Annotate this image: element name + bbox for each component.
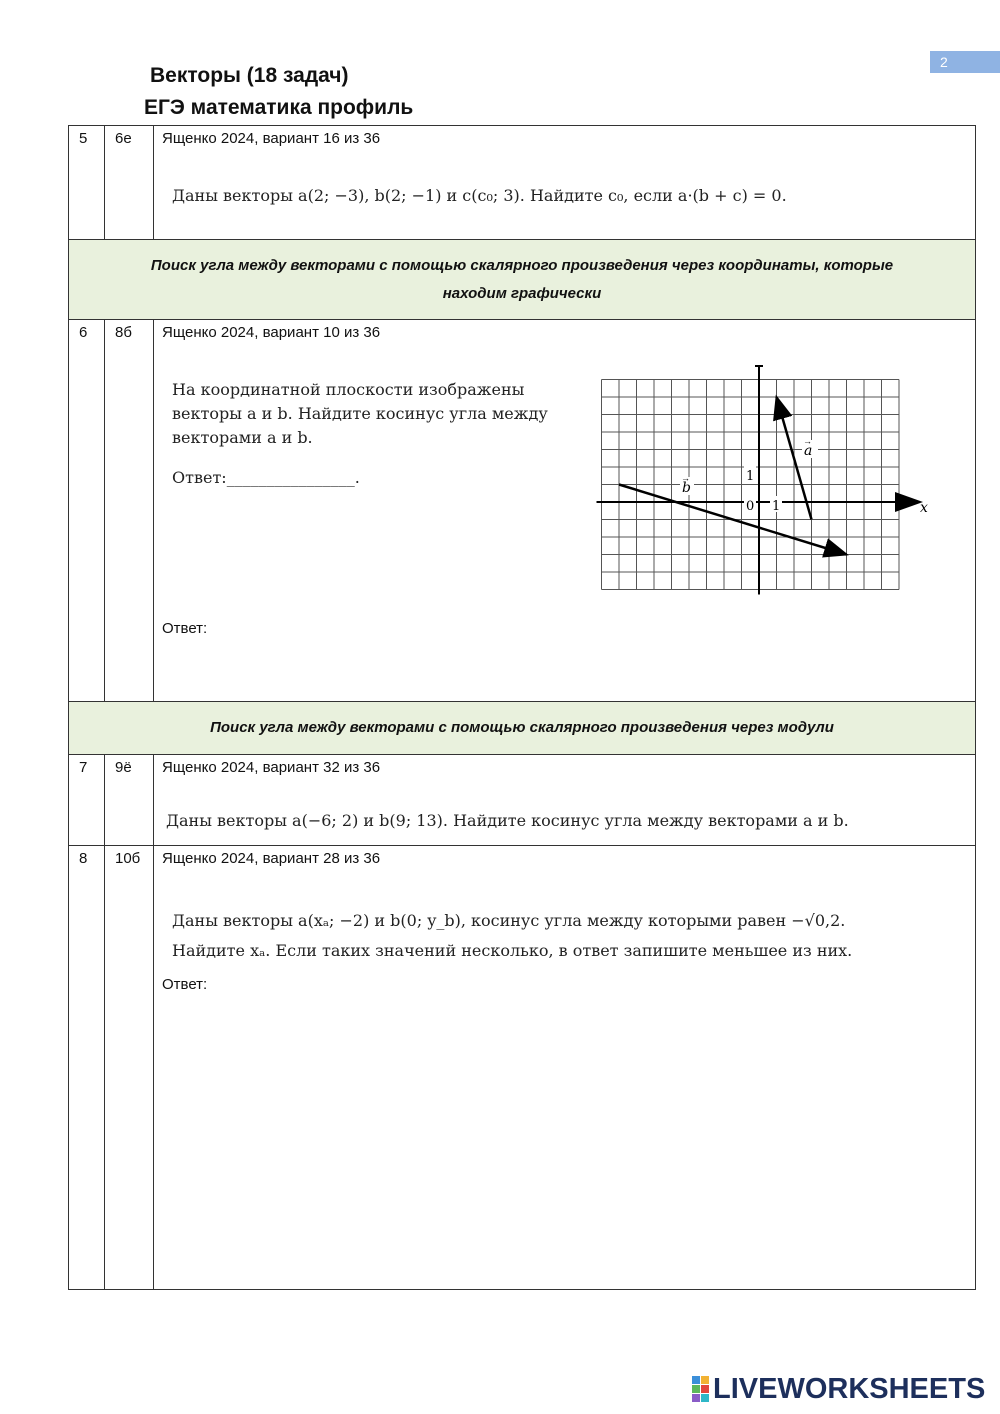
document-title: Векторы (18 задач) [150,64,349,87]
task-source: Ященко 2024, вариант 28 из 36 [162,850,381,867]
page-number-badge: 2 [930,51,1000,73]
section-title: Поиск угла между векторами с помощью скалярного произведения через модули [69,702,976,755]
unit-y-label: 1 [746,469,755,484]
table-row-task-8 [69,846,976,1290]
vector-a-label: a [804,443,813,459]
task-variant: 6е [105,126,154,240]
task-source: Ященко 2024, вариант 32 из 36 [162,759,381,776]
task-cell [154,846,976,1290]
vector-b-label: b [682,480,691,496]
answer-label: Ответ: [162,620,208,637]
section-row [69,240,976,320]
task-variant: 9ё [105,755,154,846]
section-title: Поиск угла между векторами с помощью скалярного произведения через координаты, которые находим графически [69,240,976,320]
x-axis-label: x [920,500,928,516]
task-variant: 10б [105,846,154,1290]
liveworksheets-logo [692,1374,985,1404]
task-variant: 8б [105,320,154,702]
section-row [69,702,976,755]
table-row-task-7 [69,755,976,846]
task-source: Ященко 2024, вариант 10 из 36 [162,324,381,341]
task-number: 8 [69,846,105,1290]
task-number: 6 [69,320,105,702]
tasks-table [68,125,976,1290]
logo-mark-icon [692,1376,709,1402]
problem-text: На координатной плоскости изображены векторы a и b. Найдите косинус угла между векторами a и b. Ответ:________________. [172,378,548,490]
problem-text: Даны векторы a(2; −3), b(2; −1) и c(c₀; 3). Найдите c₀, если a·(b + c) = 0. [172,186,787,205]
unit-x-label: 1 [772,499,781,514]
table-row-task-6 [69,320,976,702]
logo-text: LIVEWORKSHEETS [713,1372,986,1405]
answer-label: Ответ: [162,976,208,993]
task-number: 5 [69,126,105,240]
table-row-task-5 [69,126,976,240]
problem-text: Даны векторы a(xₐ; −2) и b(0; y_b), косинус угла между которыми равен −√0,2. Найдите xₐ. Если таких значений несколько, в ответ запишите меньшее из них. [172,911,853,960]
task-number: 7 [69,755,105,846]
task-source: Ященко 2024, вариант 16 из 36 [162,130,381,147]
origin-label: 0 [746,499,755,514]
task-cell [154,755,976,846]
problem-text: Даны векторы a(−6; 2) и b(9; 13). Найдите косинус угла между векторами a и b. [166,811,849,830]
vector-a-arrow-icon: → [803,436,812,446]
task-cell [154,126,976,240]
vector-b-arrow-icon: → [681,473,690,483]
task-cell [154,320,976,702]
inner-answer-line: Ответ:________________. [172,468,360,487]
document-subtitle: ЕГЭ математика профиль [144,96,414,119]
coordinate-graph [594,360,944,610]
